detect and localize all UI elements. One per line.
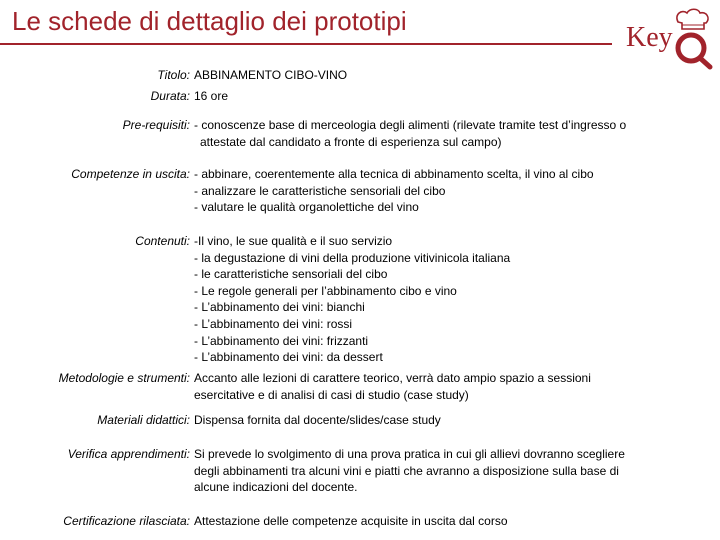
field-value	[194, 233, 664, 366]
field-value	[194, 117, 664, 150]
value-line: alcune indicazioni del docente.	[194, 480, 358, 495]
field-value	[194, 446, 664, 496]
value-line: - L’abbinamento dei vini: frizzanti	[194, 333, 369, 348]
value-line: - valutare le qualità organolettiche del vino	[194, 200, 419, 215]
value-line: - L’abbinamento dei vini: da dessert	[194, 350, 383, 365]
value-line: -Il vino, le sue qualità e il suo servizio	[194, 234, 393, 248]
value-line: - conoscenze base di merceologia degli alimenti (rilevate tramite test d’ingresso o	[194, 118, 627, 132]
value-line: - L’abbinamento dei vini: rossi	[194, 316, 353, 331]
value-line: - la degustazione di vini della produzione vitivinicola italiana	[194, 250, 511, 265]
value-line: - Le regole generali per l’abbinamento cibo e vino	[194, 283, 457, 298]
field-label: Durata:	[150, 89, 190, 103]
page-title: Le schede di dettaglio dei prototipi	[12, 6, 407, 36]
field-label: Certificazione rilasciata:	[63, 514, 190, 528]
value-line: Si prevede lo svolgimento di una prova pratica in cui gli allievi dovranno scegliere	[194, 447, 625, 461]
field-value	[194, 88, 664, 105]
value-line: ABBINAMENTO CIBO-VINO	[194, 68, 348, 82]
value-line: degli abbinamenti tra alcuni vini e piatti che avranno a disposizione sulla base di	[194, 463, 619, 478]
field-label: Pre-requisiti:	[122, 118, 190, 132]
field-label: Metodologie e strumenti:	[58, 371, 190, 385]
value-line: attestate dal candidato a fronte di esperienza sul campo)	[200, 134, 502, 149]
logo-wordmark: Key	[626, 22, 673, 53]
value-line: - analizzare le caratteristiche sensoriali del cibo	[194, 183, 446, 198]
field-value	[194, 412, 664, 429]
title-divider	[0, 43, 612, 45]
value-line: Attestazione delle competenze acquisite in uscita dal corso	[194, 514, 508, 528]
field-value	[194, 513, 664, 530]
field-value	[194, 67, 664, 84]
field-label: Competenze in uscita:	[71, 167, 190, 181]
field-label: Verifica apprendimenti:	[67, 447, 190, 461]
field-value	[194, 166, 664, 216]
field-value	[194, 370, 664, 403]
keyq-logo	[618, 8, 716, 70]
value-line: esercitative e di analisi di casi di studio (case study)	[194, 387, 469, 402]
field-label: Contenuti:	[135, 234, 190, 248]
value-line: - abbinare, coerentemente alla tecnica di abbinamento scelta, il vino al cibo	[194, 167, 594, 181]
field-label: Titolo:	[157, 68, 190, 82]
value-line: Accanto alle lezioni di carattere teorico, verrà dato ampio spazio a sessioni	[194, 371, 591, 385]
value-line: 16 ore	[194, 89, 229, 103]
value-line: - le caratteristiche sensoriali del cibo	[194, 267, 388, 282]
field-label: Materiali didattici:	[97, 413, 190, 427]
value-line: - L’abbinamento dei vini: bianchi	[194, 300, 365, 315]
value-line: Dispensa fornita dal docente/slides/case study	[194, 413, 441, 427]
